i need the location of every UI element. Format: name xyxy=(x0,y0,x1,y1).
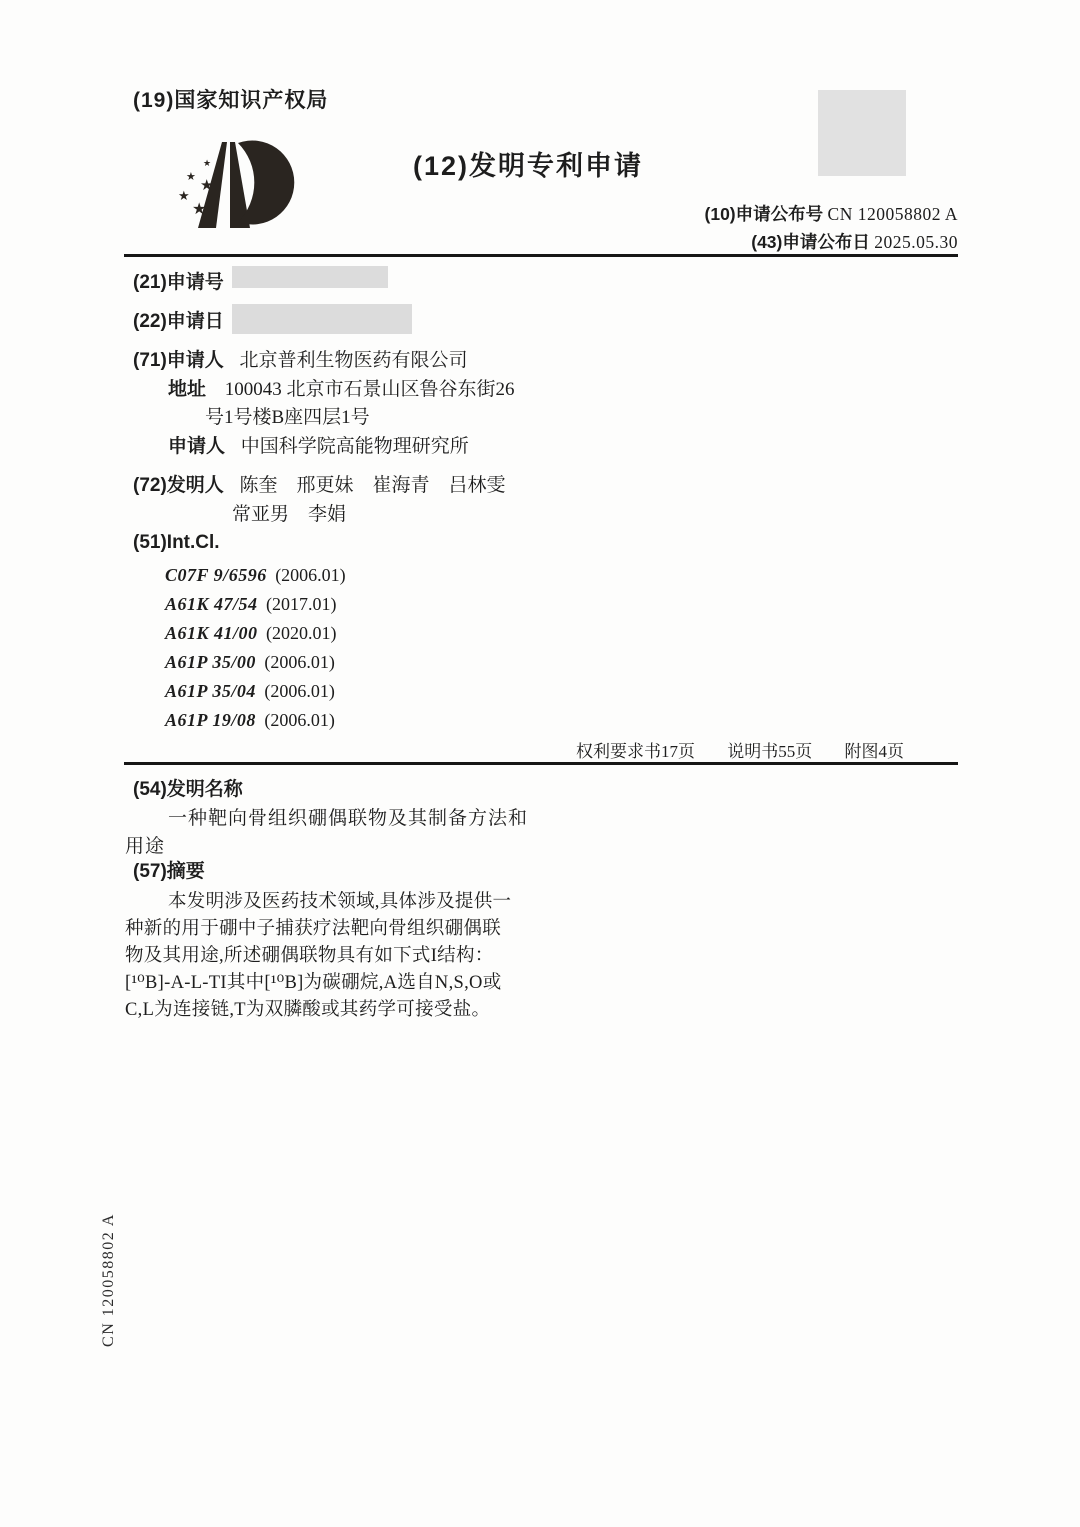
logo-star-icon: ★ xyxy=(203,158,212,168)
address-line1: 100043 北京市石景山区鲁谷东街26 xyxy=(224,379,515,400)
inventors-line2: 常亚男 李娟 xyxy=(232,504,347,525)
abstract-line: 本发明涉及医药技术领域,具体涉及提供一 xyxy=(168,892,512,912)
classification-item xyxy=(165,681,335,702)
figures-pages: 附图4页 xyxy=(844,742,904,761)
classification-code: A61K 47/54 xyxy=(165,594,258,614)
invention-title-line2: 用途 xyxy=(125,836,166,857)
application-number-redacted xyxy=(232,266,388,288)
classification-item xyxy=(165,594,337,615)
address-row xyxy=(168,374,515,401)
classification-edition: (2017.01) xyxy=(266,594,337,614)
cnipa-logo-icon xyxy=(158,134,298,239)
logo-star-icon: ★ xyxy=(192,201,207,218)
logo-star-icon: ★ xyxy=(200,178,214,194)
biblio-divider xyxy=(124,762,958,765)
inventors-line1: 陈奎 邢更妹 崔海青 吕林雯 xyxy=(239,475,506,496)
vertical-pub-number: CN 120058802 A xyxy=(100,1213,117,1347)
inventors-row xyxy=(133,470,506,497)
application-date-redacted xyxy=(232,304,412,334)
office-name: (19)国家知识产权局 xyxy=(133,89,329,112)
classification-code: C07F 9/6596 xyxy=(165,565,267,585)
page-counts xyxy=(576,737,904,762)
second-applicant-row xyxy=(168,431,469,458)
abstract-line: 种新的用于硼中子捕获疗法靶向骨组织硼偶联 xyxy=(125,919,502,939)
classification-item xyxy=(165,565,346,586)
qr-code-placeholder xyxy=(818,90,906,176)
classification-edition: (2006.01) xyxy=(264,652,335,672)
pub-date-value: 2025.05.30 xyxy=(874,232,958,252)
address-line2: 号1号楼B座四层1号 xyxy=(205,407,370,428)
pub-date-row xyxy=(705,228,958,256)
logo-star-icon: ★ xyxy=(178,188,190,203)
inventors-label: (72)发明人 xyxy=(133,475,224,496)
application-number-row xyxy=(133,267,224,294)
classification-code: A61P 19/08 xyxy=(165,710,256,730)
logo-crescent xyxy=(238,141,294,225)
invention-title-label: (54)发明名称 xyxy=(133,779,243,800)
classification-edition: (2006.01) xyxy=(264,710,335,730)
classification-edition: (2006.01) xyxy=(264,681,335,701)
invention-title-line1: 一种靶向骨组织硼偶联物及其制备方法和 xyxy=(168,808,529,829)
header-divider xyxy=(124,254,958,257)
intcl-row xyxy=(133,532,220,554)
classification-edition: (2006.01) xyxy=(275,565,346,585)
logo-star-icon: ★ xyxy=(186,171,196,183)
publication-info xyxy=(705,200,958,256)
classification-code: A61K 41/00 xyxy=(165,623,258,643)
claims-pages: 权利要求书17页 xyxy=(576,742,695,761)
application-number-label: (21)申请号 xyxy=(133,272,224,293)
classification-code: A61P 35/00 xyxy=(165,652,256,672)
applicant-label: (71)申请人 xyxy=(133,350,224,371)
pub-date-label: (43)申请公布日 xyxy=(751,232,870,252)
abstract-label: (57)摘要 xyxy=(133,861,205,882)
second-applicant-label: 申请人 xyxy=(168,436,226,457)
application-date-label: (22)申请日 xyxy=(133,311,224,332)
pub-number-row xyxy=(705,200,958,228)
classification-item xyxy=(165,623,337,644)
applicant-row xyxy=(133,345,468,372)
address-label: 地址 xyxy=(168,379,207,400)
classification-item xyxy=(165,652,335,673)
intcl-label: (51)Int.Cl. xyxy=(133,532,220,553)
classification-item xyxy=(165,710,335,731)
classification-edition: (2020.01) xyxy=(266,623,337,643)
classification-code: A61P 35/04 xyxy=(165,681,256,701)
abstract-line: C,L为连接链,T为双膦酸或其药学可接受盐。 xyxy=(125,1000,491,1020)
abstract-line: [¹⁰B]-A-L-TI其中[¹⁰B]为碳硼烷,A选自N,S,O或 xyxy=(125,973,502,993)
applicant-name: 北京普利生物医药有限公司 xyxy=(239,350,468,371)
application-date-row xyxy=(133,306,224,333)
pub-number-value: CN 120058802 A xyxy=(827,204,958,224)
doc-type-title: (12)发明专利申请 xyxy=(413,151,644,181)
second-applicant-name: 中国科学院高能物理研究所 xyxy=(240,436,469,457)
abstract-line: 物及其用途,所述硼偶联物具有如下式I结构： xyxy=(125,946,494,966)
pub-number-label: (10)申请公布号 xyxy=(704,204,824,224)
description-pages: 说明书55页 xyxy=(727,742,813,761)
